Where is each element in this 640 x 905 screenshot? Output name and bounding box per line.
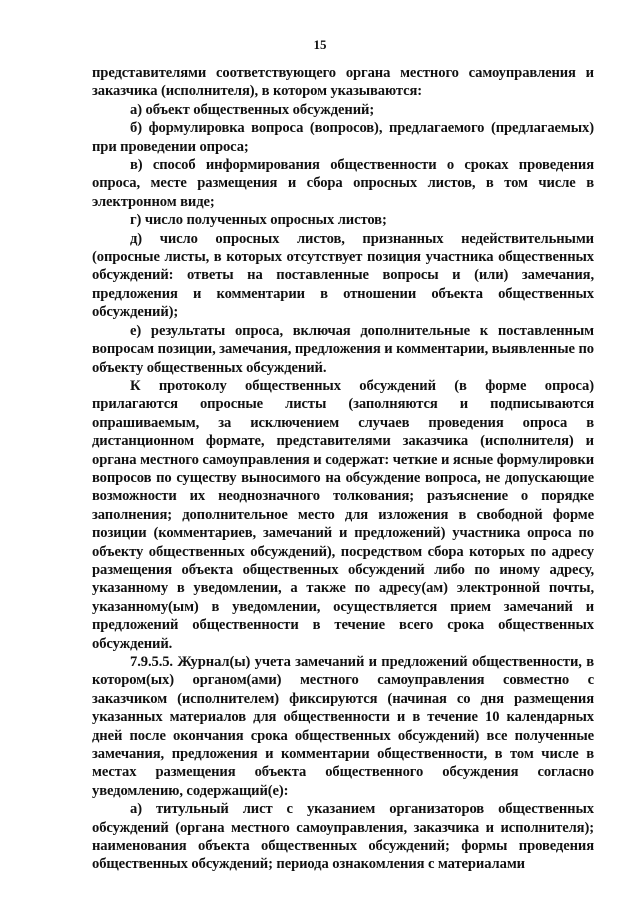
paragraph: б) формулировка вопроса (вопросов), предлагаемого (предлагаемых) при проведении опроса; — [92, 120, 594, 155]
paragraph: а) титульный лист с указанием организаторов общественных обсуждений (органа местного самоуправления, заказчика и исполнителя); наименования объекта общественных обсуждений; формы проведения общественных обсуждений; периода ознакомления с материалами — [92, 801, 594, 873]
paragraph: представителями соответствующего органа местного самоуправления и заказчика (исполнителя), в котором указываются: — [92, 65, 594, 100]
paragraph: е) результаты опроса, включая дополнительные к поставленным вопросам позиции, замечания, предложения и комментарии, выявленные по объекту общественных обсуждений. — [92, 322, 594, 376]
document-body — [92, 64, 594, 874]
paragraph: в) способ информирования общественности о сроках проведения опроса, месте размещения и сбора опросных листов, в том числе в электронном виде; — [92, 157, 594, 210]
page-number: 15 — [313, 37, 327, 52]
paragraph: д) число опросных листов, признанных недействительными (опросные листы, в которых отсутствует позиция участника общественных обсуждений: ответы на поставленные вопросы и (или) замечания, предложения и комментарии в отношении объекта общественных обсуждений); — [92, 230, 594, 321]
paragraph: К протоколу общественных обсуждений (в форме опроса) прилагаются опросные листы (заполняются и подписываются опрашиваемым, за исключением случаев проведения опроса в дистанционном формате, представителями заказчика (исполнителя) и органа местного самоуправления и содержат: четкие и ясные формулировки вопросов по существу выносимого на обсуждение вопроса, не допускающие возможности их неоднозначного толкования; разъяснение о порядке заполнения; дополнительное место для изложения в свободной форме позиции (комментариев, замечаний и предложений) участника опроса по объекту общественных обсуждений), посредством сбора которых по адресу размещения объекта общественных обсуждений либо по иному адресу, указанному в уведомлении, а также по адресу(ам) электронной почты, указанному(ым) в уведомлении, осуществляется прием замечаний и предложений общественности в течение всего срока общественных обсуждений. — [92, 377, 594, 652]
paragraph: г) число полученных опросных листов; — [130, 212, 387, 229]
paragraph: а) объект общественных обсуждений; — [130, 101, 375, 118]
paragraph: 7.9.5.5. Журнал(ы) учета замечаний и предложений общественности, в котором(ых) органом(ами) местного самоуправления совместно с заказчиком (исполнителем) фиксируются (начиная со дня размещения указанных материалов для общественности и в течение 10 календарных дней после окончания срока общественных обсуждений) все полученные замечания, предложения и комментарии общественности, в том числе в местах размещения объекта общественного обсуждения согласно уведомлению, содержащий(е): — [92, 654, 594, 799]
